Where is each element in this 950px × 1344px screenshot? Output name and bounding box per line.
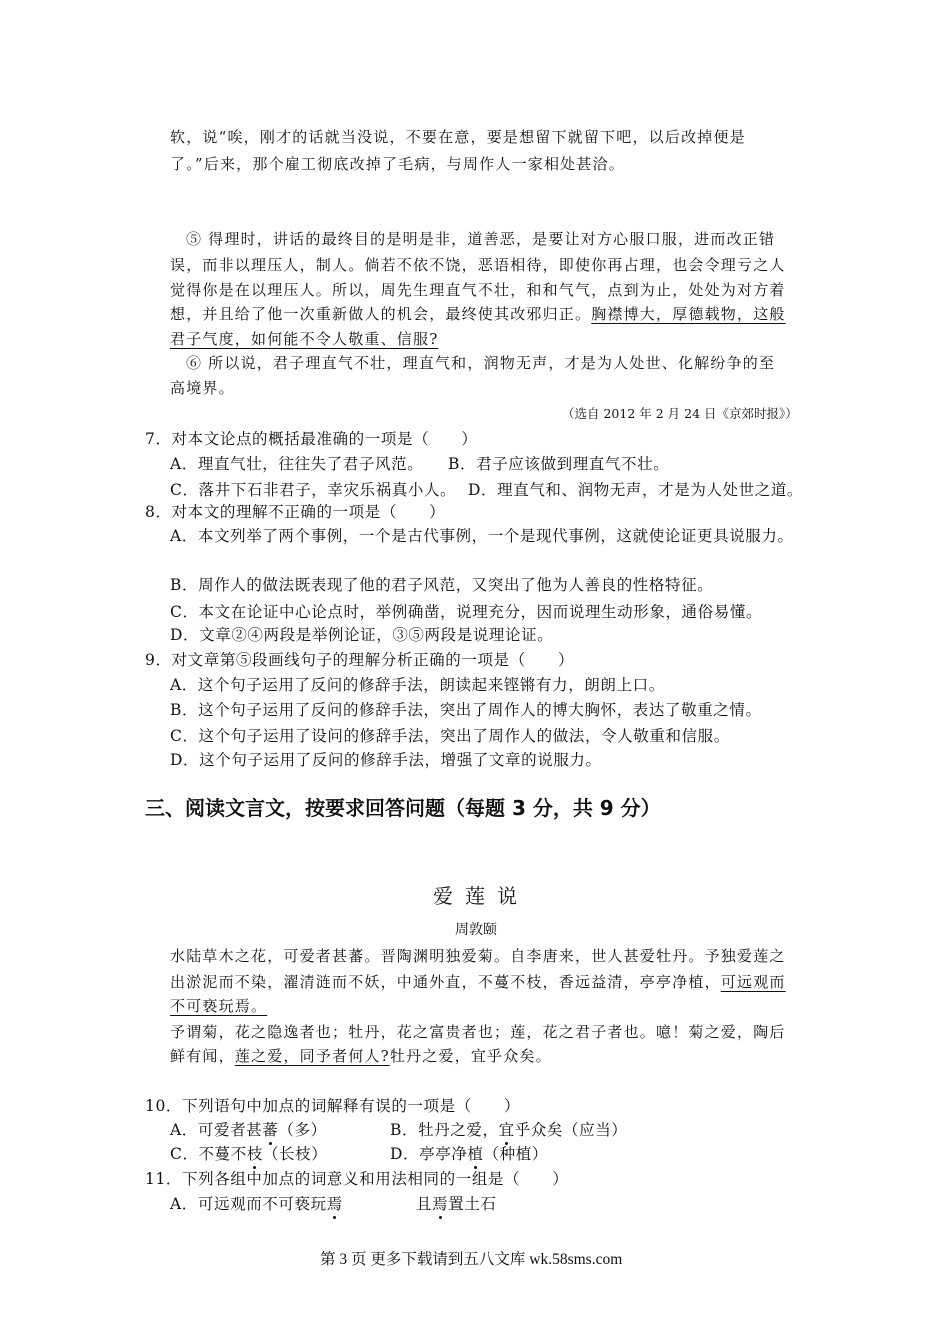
dotted-word: 枝 (247, 1142, 263, 1164)
q9-stem: 9．对文章第⑤段画线句子的理解分析正确的一项是（ ） (145, 651, 575, 669)
q7-option-b: B．君子应该做到理直气不壮。 (448, 455, 670, 473)
option-text: 且 (416, 1195, 433, 1213)
para5-line: 误，而非以理压人，制人。倘若不依不饶，恶语相待，即使你再占理，也会令理亏之人 (170, 256, 786, 274)
para5-text: 想，并且给了他一次重新做人的机会，最终使其改邪归正。 (170, 305, 592, 323)
option-text: A．可远观而不可亵玩 (170, 1195, 327, 1213)
q7-option-c: C．落井下石非君子，幸灾乐祸真小人。 (170, 481, 457, 499)
source-note: （选自 2012 年 2 月 24 日《京郊时报》） (562, 406, 798, 421)
para5-line: 觉得你是在以理压人。所以，周先生理直气不壮，和和气气，点到为止，处处为对方着 (170, 281, 786, 299)
q8-option-c: C．本文在论证中心论点时，举例确凿，说理充分，因而说理生动形象，通俗易懂。 (170, 603, 763, 621)
option-text: （多） (278, 1121, 327, 1139)
q10-option-d (390, 1142, 548, 1164)
classical-line: 水陆草木之花，可爱者甚蕃。晋陶渊明独爱菊。自李唐来，世人甚爱牡丹。予独爱莲之 (170, 947, 786, 965)
option-text: B．牡丹之爱， (390, 1121, 499, 1139)
option-text: 乎众矣（应当） (514, 1121, 628, 1139)
q11-stem: 11．下列各组中加点的词意义和用法相同的一组是（ ） (145, 1170, 569, 1188)
para6-line: ⑥ 所以说，君子理直气不壮，理直气和，润物无声，才是为人处世、化解纷争的至 (186, 354, 776, 372)
page-footer: 第 3 页 更多下载请到五八文库 wk.58sms.com (320, 1251, 623, 1268)
q10-option-a (170, 1118, 327, 1140)
poem-author: 周敦颐 (455, 922, 497, 938)
q10-stem: 10．下列语句中加点的词解释有误的一项是（ ） (145, 1097, 521, 1115)
classical-line: 予谓菊，花之隐逸者也；牡丹，花之富贵者也；莲，花之君子者也。噫！菊之爱，陶后 (170, 1023, 786, 1041)
q8-option-d: D．文章②④两段是举例论证，③⑤两段是说理论证。 (170, 626, 554, 644)
option-text: A．可爱者甚 (170, 1121, 263, 1139)
underlined-sentence: 胸襟博大，厚德载物，这般 (591, 305, 786, 323)
option-text: D．亭亭净 (390, 1145, 468, 1163)
dotted-word: 焉 (327, 1192, 343, 1214)
q9-option-a: A．这个句子运用了反问的修辞手法，朗读起来铿锵有力，朗朗上口。 (170, 676, 665, 694)
dotted-word: 焉 (432, 1192, 448, 1214)
dotted-word: 植 (467, 1142, 483, 1164)
q7-option-d: D．理直气和、润物无声，才是为人处世之道。 (468, 481, 804, 499)
para5-line: ⑤ 得理时，讲话的最终目的是明是非，道善恶，是要让对方心服口服，进而改正错 (186, 230, 776, 248)
para6-line: 高境界。 (170, 379, 235, 397)
option-text: （种植） (483, 1145, 548, 1163)
para5-line (170, 303, 786, 324)
q9-option-c: C．这个句子运用了设问的修辞手法，突出了周作人的做法，令人敬重和信服。 (170, 727, 730, 745)
classical-line (170, 971, 786, 992)
underlined-sentence: 不可亵玩焉。 (170, 997, 268, 1015)
passage-line: 软，说“唉，刚才的话就当没说，不要在意，要是想留下就留下吧，以后改掉便是 (170, 128, 746, 146)
option-text: （长枝） (262, 1145, 328, 1163)
q11-option-a-left (170, 1192, 343, 1214)
option-text: C．不蔓不 (170, 1145, 247, 1163)
classical-text: 出淤泥而不染，濯清涟而不妖，中通外直，不蔓不枝，香远益清，亭亭净植， (170, 973, 721, 991)
q8-option-a: A．本文列举了两个事例，一个是古代事例，一个是现代事例，这就使论证更具说服力。 (170, 527, 794, 545)
section-heading: 三、阅读文言文，按要求回答问题（每题 3 分，共 9 分） (145, 796, 661, 820)
classical-line (170, 1045, 552, 1066)
q8-option-b: B．周作人的做法既表现了他的君子风范，又突出了他为人善良的性格特征。 (170, 576, 714, 594)
underlined-sentence: 可远观而 (720, 973, 786, 991)
q9-option-b: B．这个句子运用了反问的修辞手法，突出了周作人的博大胸怀，表达了敬重之情。 (170, 701, 762, 719)
q11-option-a-right (416, 1192, 497, 1214)
underlined-sentence: 莲之爱，同予者何人? (234, 1047, 390, 1065)
dotted-word: 宜 (499, 1118, 515, 1140)
q7-option-a: A．理直气壮，往往失了君子风范。 (170, 455, 424, 473)
q10-option-c (170, 1142, 327, 1164)
underlined-sentence: 君子气度，如何能不令人敬重、信服? (170, 330, 439, 348)
q9-option-d: D．这个句子运用了反问的修辞手法，增强了文章的说服力。 (170, 751, 602, 769)
q10-option-b (390, 1118, 627, 1140)
passage-line: 了。”后来，那个雇工彻底改掉了毛病，与周作人一家相处甚洽。 (170, 155, 625, 173)
classical-text: 牡丹之爱，宜乎众矣。 (389, 1047, 552, 1065)
q7-stem: 7．对本文论点的概括最准确的一项是（ ） (145, 430, 478, 448)
classical-text: 鲜有闻， (170, 1047, 235, 1065)
poem-title: 爱莲说 (433, 884, 529, 908)
option-text: 置土石 (448, 1195, 497, 1213)
q8-stem: 8．对本文的理解不正确的一项是（ ） (145, 503, 446, 521)
dotted-word: 蕃 (262, 1118, 278, 1140)
